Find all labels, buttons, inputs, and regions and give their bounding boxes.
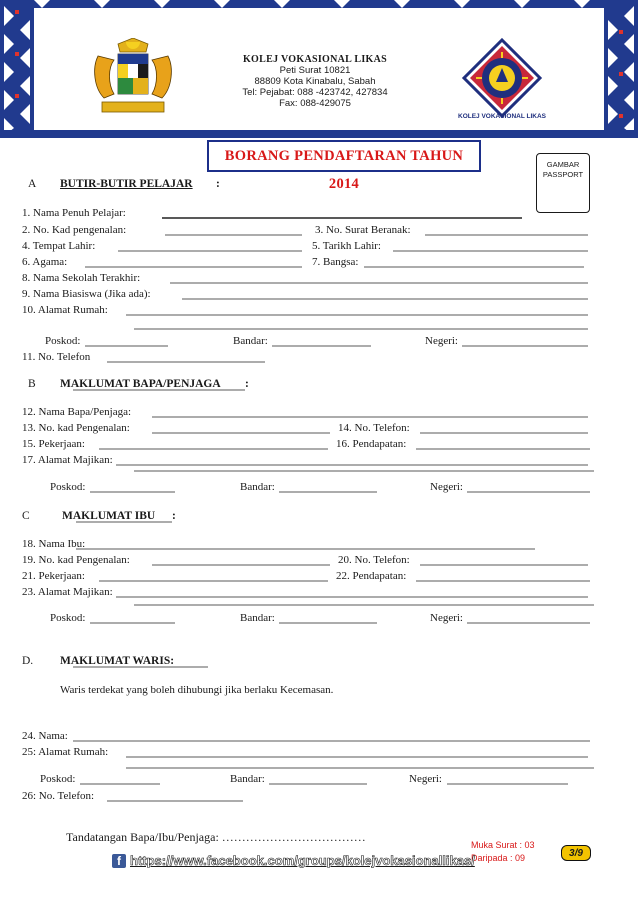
field-label-tempat-lahir: 4. Tempat Lahir: [22, 240, 96, 252]
photo-label-line2: PASSPORT [542, 170, 584, 179]
field-label-waris-telefon: 26: No. Telefon: [22, 790, 95, 802]
section-c-title: MAKLUMAT IBU [62, 510, 156, 522]
section-d-note: Waris terdekat yang boleh dihubungi jika berlaku Kecemasan. [60, 684, 334, 696]
form-title: BORANG PENDAFTARAN TAHUN 2014 [207, 140, 481, 172]
field-label-nama-bapa: 12. Nama Bapa/Penjaga: [22, 406, 132, 418]
field-label-bapa-alamat-majikan: 17. Alamat Majikan: [22, 454, 113, 466]
field-label-bapa-kad-pengenalan: 13. No. kad Pengenalan: [22, 422, 130, 434]
field-label-poskod: Poskod: [45, 335, 81, 347]
field-label-ibu-telefon: 20. No. Telefon: [338, 554, 410, 566]
field-label-bapa-telefon: 14. No. Telefon: [338, 422, 410, 434]
section-c-letter: C [22, 510, 30, 522]
section-d-title: MAKLUMAT WARIS: [60, 655, 175, 667]
page-number-badge: 3/9 [561, 845, 591, 861]
section-c-colon: : [172, 510, 176, 522]
section-a-title: BUTIR-BUTIR PELAJAR [60, 178, 193, 190]
field-label-negeri: Negeri: [425, 335, 458, 347]
field-label-ibu-bandar: Bandar: [240, 612, 275, 624]
address-line-1: Peti Surat 10821 [279, 65, 351, 76]
field-label-bapa-bandar: Bandar: [240, 481, 275, 493]
field-label-waris-poskod: Poskod: [40, 773, 76, 785]
field-label-ibu-pekerjaan: 21. Pekerjaan: [22, 570, 85, 582]
field-label-bapa-poskod: Poskod: [50, 481, 86, 493]
field-label-bangsa: 7. Bangsa: [312, 256, 359, 268]
field-label-ibu-pendapatan: 22. Pendapatan: [336, 570, 407, 582]
field-label-waris-bandar: Bandar: [230, 773, 265, 785]
field-label-no-telefon: 11. No. Telefon [22, 351, 91, 363]
field-label-bapa-pendapatan: 16. Pendapatan: [336, 438, 407, 450]
section-b-letter: B [28, 378, 36, 390]
field-label-sekolah-terakhir: 8. Nama Sekolah Terakhir: [22, 272, 141, 284]
school-name: KOLEJ VOKASIONAL LIKAS [242, 54, 388, 65]
field-label-ibu-negeri: Negeri: [430, 612, 463, 624]
field-label-agama: 6. Agama: [22, 256, 68, 268]
section-b-title: MAKLUMAT BAPA/PENJAGA [60, 378, 221, 390]
field-label-ibu-alamat-majikan: 23. Alamat Majikan: [22, 586, 113, 598]
field-label-nama-penuh: 1. Nama Penuh Pelajar: [22, 207, 126, 219]
field-label-nama-ibu: 18. Nama Ibu: [22, 538, 86, 550]
field-label-biasiswa: 9. Nama Biasiswa (Jika ada): [22, 288, 151, 300]
section-b-colon: : [245, 378, 249, 390]
field-label-alamat-rumah: 10. Alamat Rumah: [22, 304, 108, 316]
section-a-letter: A [28, 178, 37, 190]
field-label-ibu-kad-pengenalan: 19. No. kad Pengenalan: [22, 554, 130, 566]
photo-label-line1: GAMBAR [546, 160, 580, 169]
field-label-bandar: Bandar: [233, 335, 268, 347]
facebook-group-link[interactable]: https://www.facebook.com/groups/kolejvokasionallikas/ [130, 853, 475, 868]
field-label-surat-beranak: 3. No. Surat Beranak: [315, 224, 411, 236]
field-label-ibu-poskod: Poskod: [50, 612, 86, 624]
field-label-tarikh-lahir: 5. Tarikh Lahir: [312, 240, 381, 252]
college-logo-caption: KOLEJ VOKASIONAL LIKAS [458, 113, 547, 120]
fax-line: Fax: 088-429075 [279, 98, 351, 109]
address-line-2: 88809 Kota Kinabalu, Sabah [254, 76, 376, 87]
muka-surat: Muka Surat : 03 [471, 840, 535, 850]
signature-line: Tandatangan Bapa/Ibu/Penjaga: ……………………………… [66, 830, 366, 844]
field-label-kad-pengenalan: 2. No. Kad pengenalan: [22, 224, 127, 236]
field-label-waris-negeri: Negeri: [409, 773, 442, 785]
facebook-icon: f [112, 854, 126, 868]
field-label-waris-nama: 24. Nama: [22, 730, 68, 742]
field-label-waris-alamat: 25: Alamat Rumah: [22, 746, 109, 758]
field-label-bapa-pekerjaan: 15. Pekerjaan: [22, 438, 85, 450]
daripada: Daripada : 09 [471, 853, 526, 863]
phone-line: Tel: Pejabat: 088 -423742, 427834 [242, 87, 388, 98]
field-label-bapa-negeri: Negeri: [430, 481, 463, 493]
section-a-colon: : [216, 178, 220, 190]
section-d-letter: D. [22, 655, 34, 667]
